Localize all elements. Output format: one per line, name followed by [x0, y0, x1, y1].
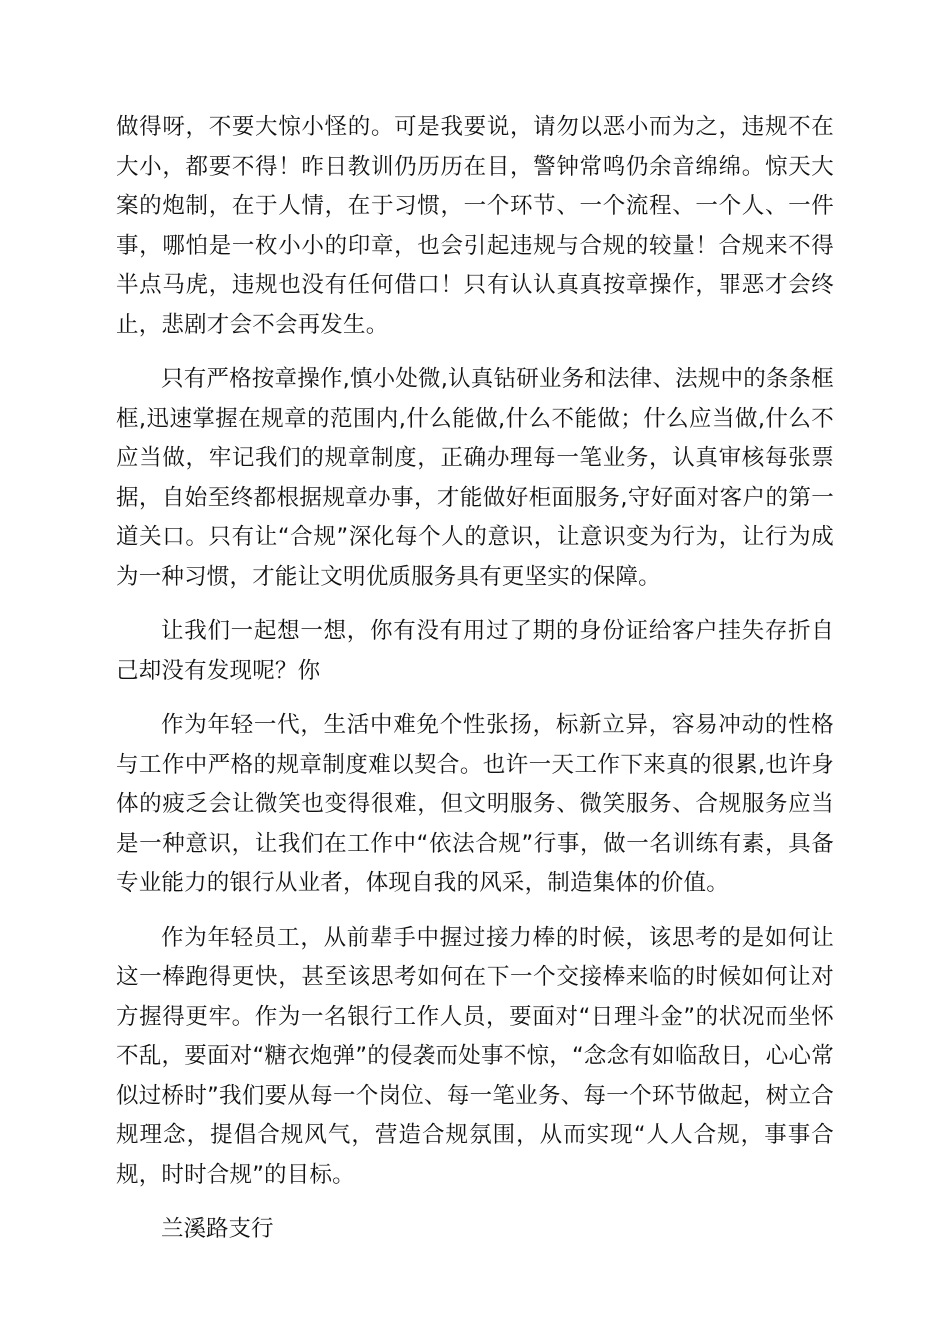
signature-branch-name: 兰溪路支行	[161, 1216, 274, 1242]
paragraph-1: 做得呀，不要大惊小怪的。可是我要说，请勿以恶小而为之，违规不在大小，都要不得！昨日教训仍历历在目，警钟常鸣仍余音绵绵。惊天大案的炮制，在于人情，在于习惯，一个环节、一个流程、一个人、一件事，哪怕是一枚小小的印章，也会引起违规与合规的较量！合规来不得半点马虎，违规也没有任何借口！只有认认真真按章操作，罪恶才会终止，悲剧才会不会再发生。	[116, 114, 834, 338]
paragraph-3: 让我们一起想一想，你有没有用过了期的身份证给客户挂失存折自己却没有发现呢？你	[116, 618, 834, 684]
paragraph-4: 作为年轻一代，生活中难免个性张扬，标新立异，容易冲动的性格与工作中严格的规章制度难以契合。也许一天工作下来真的很累,也许身体的疲乏会让微笑也变得很难，但文明服务、微笑服务、合规服务应当是一种意识，让我们在工作中“依法合规”行事，做一名训练有素，具备专业能力的银行从业者，体现自我的风采，制造集体的价值。	[116, 712, 834, 896]
document-page	[116, 108, 834, 1272]
paragraph-5: 作为年轻员工，从前辈手中握过接力棒的时候，该思考的是如何让这一棒跑得更快，甚至该思考如何在下一个交接棒来临的时候如何让对方握得更牢。作为一名银行工作人员，要面对“日理斗金”的状况而坐怀不乱，要面对“糖衣炮弹”的侵袭而处事不惊，“念念有如临敌日，心心常似过桥时”我们要从每一个岗位、每一笔业务、每一个环节做起，树立合规理念，提倡合规风气，营造合规氛围，从而实现“人人合规，事事合规，时时合规”的目标。	[116, 924, 834, 1188]
paragraph-2: 只有严格按章操作,慎小处微,认真钻研业务和法律、法规中的条条框框,迅速掌握在规章的范围内,什么能做,什么不能做；什么应当做,什么不应当做，牢记我们的规章制度，正确办理每一笔业务，认真审核每张票据，自始至终都根据规章办事，才能做好柜面服务,守好面对客户的第一道关口。只有让“合规”深化每个人的意识，让意识变为行为，让行为成为一种习惯，才能让文明优质服务具有更坚实的保障。	[116, 366, 835, 590]
